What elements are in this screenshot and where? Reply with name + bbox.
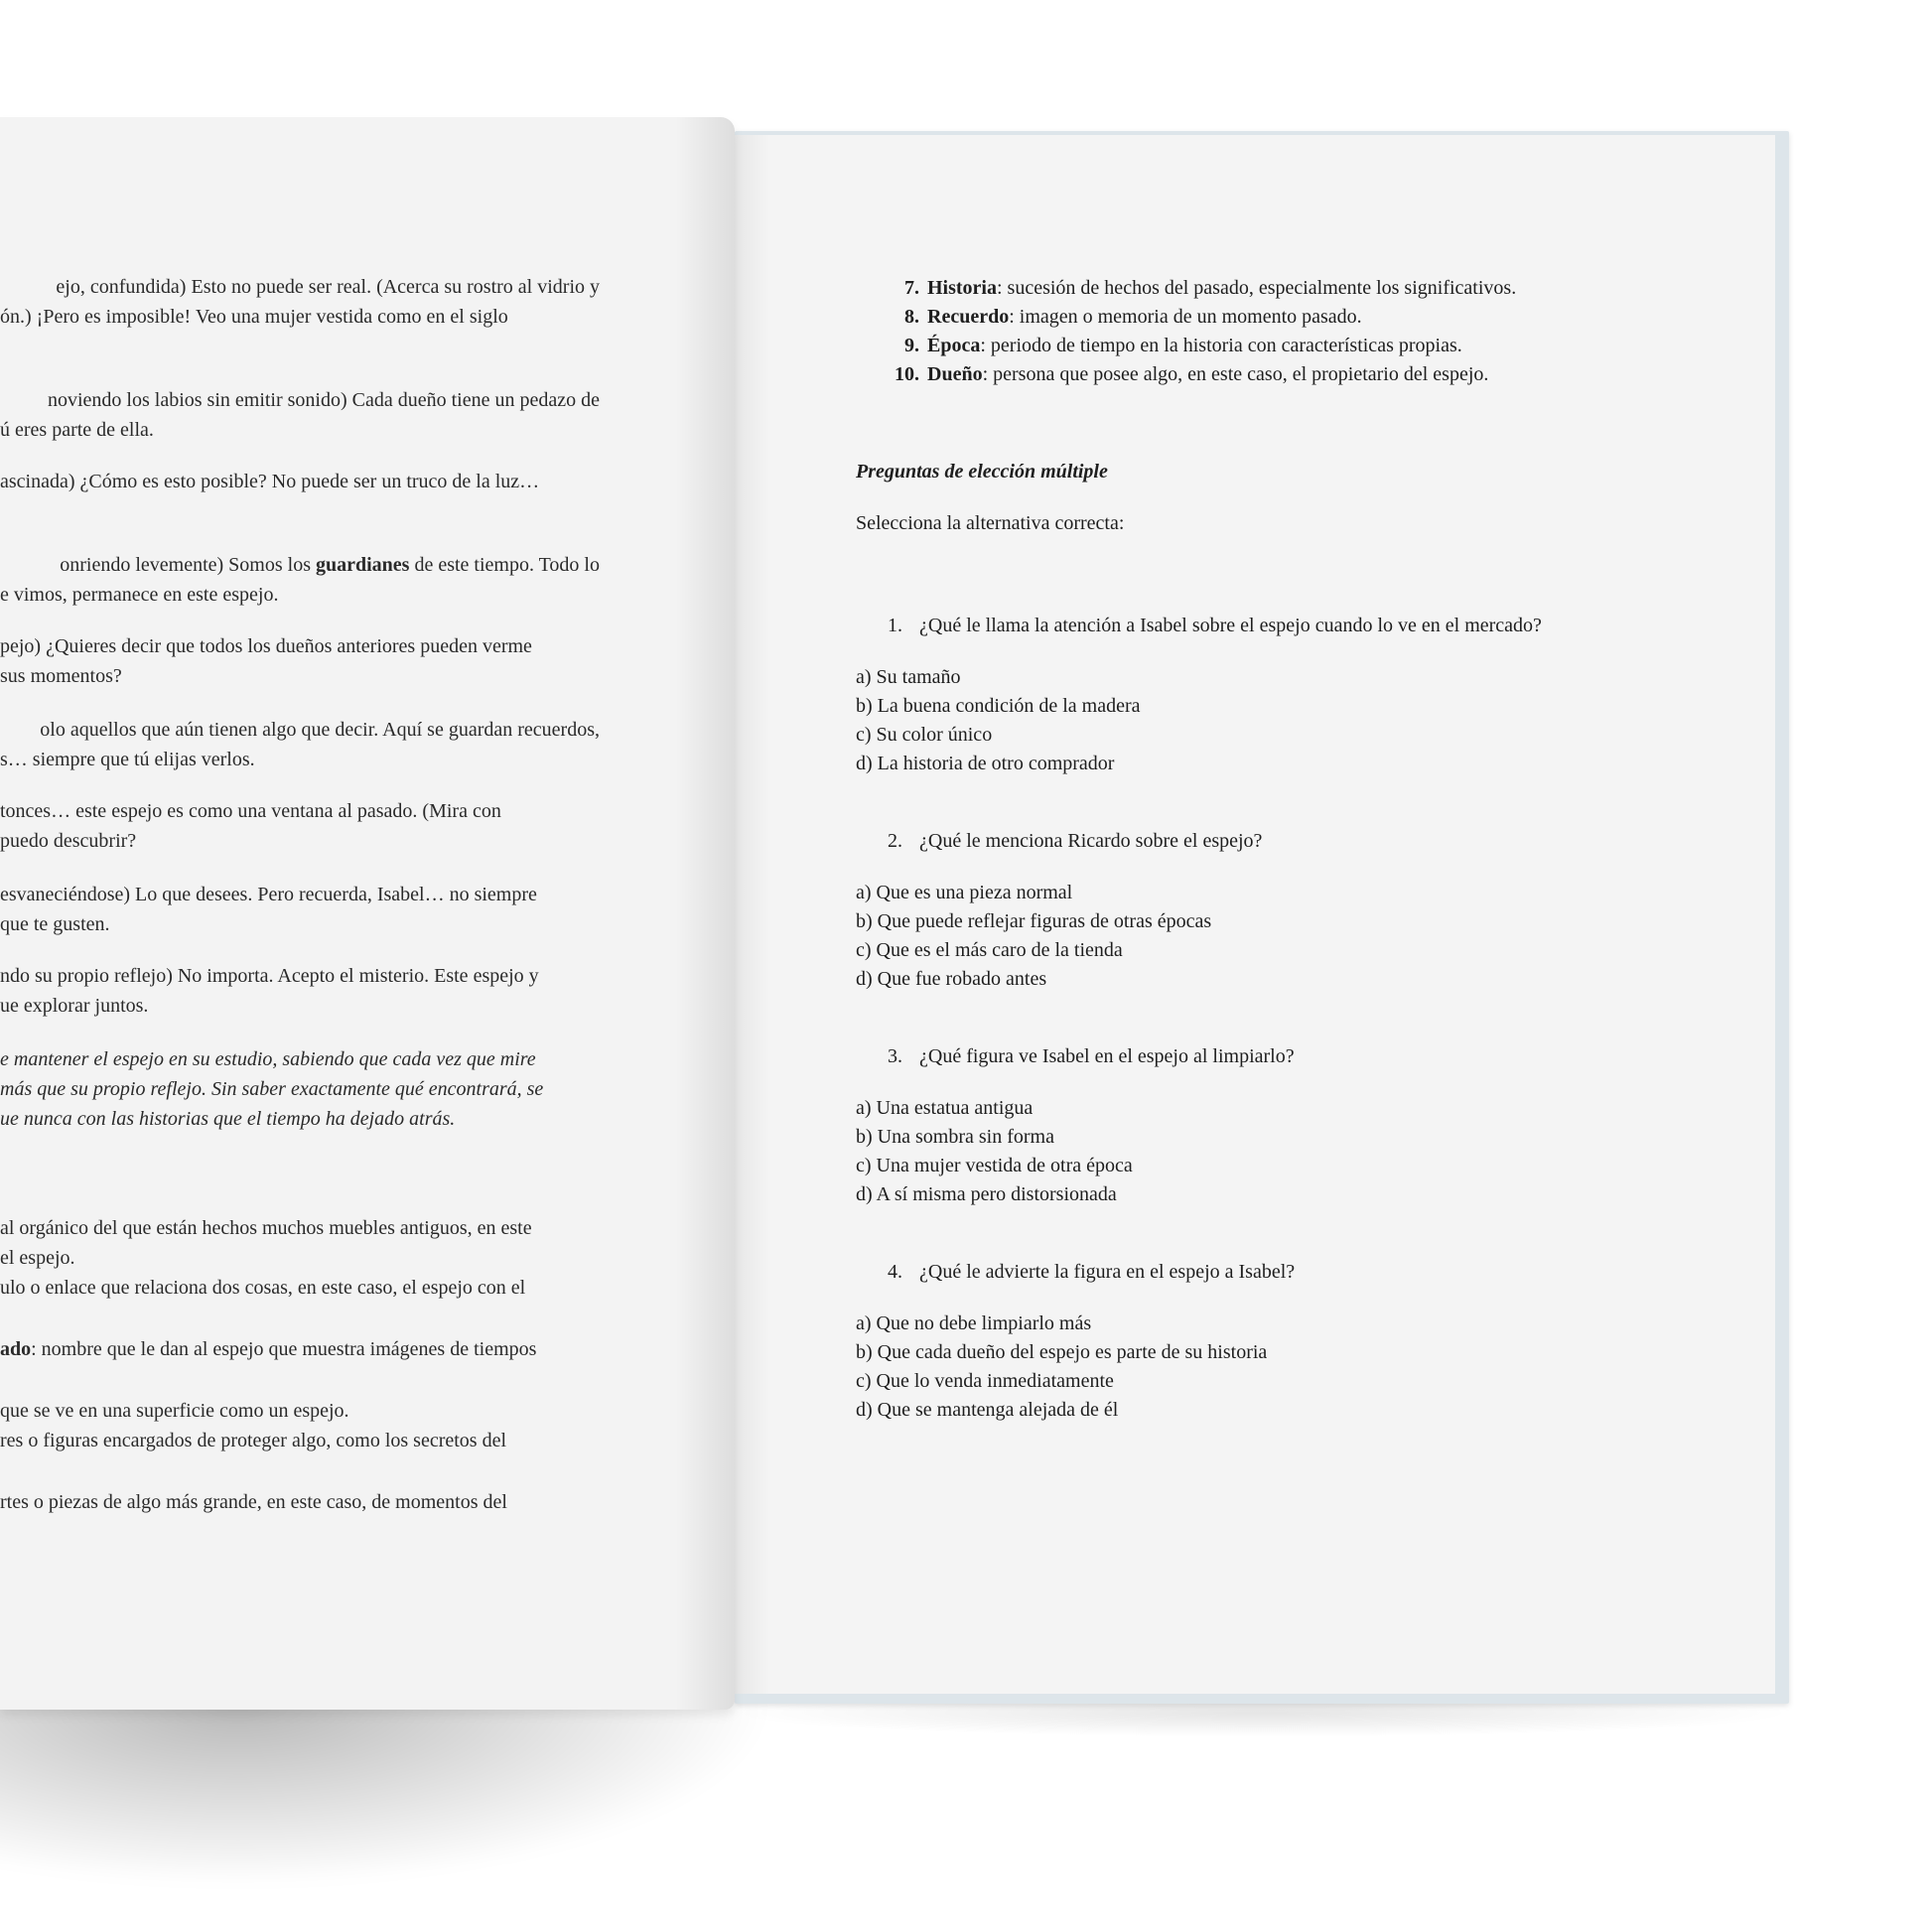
text-line: que se ve en una superficie como un espejo. [0, 1400, 349, 1422]
bold-term: guardianes [315, 554, 410, 576]
text-line: ón.) ¡Pero es imposible! Veo una mujer vestida como en el siglo [0, 306, 508, 328]
text-line: res o figuras encargados de proteger algo, como los secretos del [0, 1430, 507, 1451]
question-text: ¿Qué le llama la atención a Isabel sobre el espejo cuando lo ve en el mercado? [919, 615, 1542, 636]
options-3 [856, 1094, 1133, 1209]
option: d) A sí misma pero distorsionada [856, 1183, 1117, 1205]
italic-line: e mantener el espejo en su estudio, sabiendo que cada vez que mire [0, 1048, 536, 1070]
left-page [0, 117, 735, 1710]
option: b) Una sombra sin forma [856, 1126, 1054, 1148]
options-1 [856, 663, 1141, 778]
option: c) Que lo venda inmediatamente [856, 1370, 1114, 1392]
vocab-definition: : persona que posee algo, en este caso, el propietario del espejo. [982, 363, 1489, 385]
text-line: rtes o piezas de algo más grande, en este caso, de momentos del [0, 1491, 507, 1513]
text-line: el espejo. [0, 1247, 75, 1269]
vocab-term: Dueño [927, 363, 983, 385]
option: a) Una estatua antigua [856, 1097, 1034, 1119]
text-line: ulo o enlace que relaciona dos cosas, en este caso, el espejo con el [0, 1277, 526, 1299]
text-line: ascinada) ¿Cómo es esto posible? No puede ser un truco de la luz… [0, 471, 540, 492]
text-line: pejo) ¿Quieres decir que todos los dueños anteriores pueden verme [0, 635, 532, 657]
vocabulary-list [888, 274, 1516, 389]
vocab-item [888, 360, 1516, 389]
question-1 [888, 615, 1542, 637]
text-line: sus momentos? [0, 665, 122, 687]
question-number: 2. [888, 830, 902, 852]
vocab-item [888, 332, 1516, 360]
text-line: que te gusten. [0, 913, 110, 935]
text-line: puedo descubrir? [0, 830, 137, 852]
option: a) Su tamaño [856, 666, 961, 688]
vocab-number: 8. [904, 306, 919, 328]
instruction-text: Selecciona la alternativa correcta: [856, 512, 1125, 534]
option: b) Que puede reflejar figuras de otras épocas [856, 910, 1212, 932]
text-line: tonces… este espejo es como una ventana al pasado. (Mira con [0, 800, 501, 822]
vocab-term: Recuerdo [927, 306, 1010, 328]
question-number: 1. [888, 615, 902, 636]
option: b) La buena condición de la madera [856, 695, 1141, 717]
text-line: ue explorar juntos. [0, 995, 149, 1017]
option: d) La historia de otro comprador [856, 753, 1115, 774]
text-line: ejo, confundida) Esto no puede ser real. (Acerca su rostro al vidrio y [56, 276, 600, 298]
vocab-item [888, 303, 1516, 332]
option: b) Que cada dueño del espejo es parte de su historia [856, 1341, 1268, 1363]
options-2 [856, 879, 1211, 994]
text-line: olo aquellos que aún tienen algo que decir. Aquí se guardan recuerdos, [40, 719, 600, 741]
question-number: 4. [888, 1261, 902, 1283]
vocab-number: 10. [895, 363, 919, 385]
text-fragment: : nombre que le dan al espejo que muestra imágenes de tiempos [31, 1338, 537, 1360]
text-line: e vimos, permanece en este espejo. [0, 584, 279, 606]
vocab-definition: : periodo de tiempo en la historia con características propias. [980, 335, 1462, 356]
vocab-term: Historia [927, 277, 997, 299]
option: d) Que fue robado antes [856, 968, 1047, 990]
text-line: s… siempre que tú elijas verlos. [0, 749, 255, 770]
italic-line: más que su propio reflejo. Sin saber exactamente qué encontrará, se [0, 1078, 544, 1100]
question-3 [888, 1045, 1295, 1068]
text-fragment: de este tiempo. Todo lo [409, 554, 600, 576]
vocab-definition: : sucesión de hechos del pasado, especialmente los significativos. [997, 277, 1517, 299]
option: c) Su color único [856, 724, 993, 746]
vocab-definition: : imagen o memoria de un momento pasado. [1009, 306, 1362, 328]
vocab-term: Época [927, 335, 981, 356]
option: c) Una mujer vestida de otra época [856, 1155, 1133, 1176]
option: c) Que es el más caro de la tienda [856, 939, 1123, 961]
text-line [60, 552, 600, 578]
question-text: ¿Qué le advierte la figura en el espejo a Isabel? [919, 1261, 1296, 1283]
text-fragment: onriendo levemente) Somos los [60, 554, 316, 576]
text-line: noviendo los labios sin emitir sonido) Cada dueño tiene un pedazo de [48, 389, 600, 411]
question-text: ¿Qué le menciona Ricardo sobre el espejo? [919, 830, 1263, 852]
text-line: esvaneciéndose) Lo que desees. Pero recuerda, Isabel… no siempre [0, 884, 537, 905]
section-title: Preguntas de elección múltiple [856, 461, 1108, 483]
vocab-number: 7. [904, 277, 919, 299]
vocab-item [888, 274, 1516, 303]
text-line: ndo su propio reflejo) No importa. Acepto el misterio. Este espejo y [0, 965, 539, 987]
question-2 [888, 830, 1262, 853]
bold-term: ado [0, 1338, 32, 1360]
option: d) Que se mantenga alejada de él [856, 1399, 1119, 1421]
left-page-text [0, 117, 735, 1710]
text-line: ú eres parte de ella. [0, 419, 154, 441]
question-4 [888, 1261, 1295, 1284]
vocab-number: 9. [904, 335, 919, 356]
text-line: al orgánico del que están hechos muchos muebles antiguos, en este [0, 1217, 532, 1239]
text-line [0, 1336, 536, 1362]
options-4 [856, 1310, 1267, 1425]
option: a) Que es una pieza normal [856, 882, 1073, 903]
question-number: 3. [888, 1045, 902, 1067]
question-text: ¿Qué figura ve Isabel en el espejo al limpiarlo? [919, 1045, 1295, 1067]
italic-line: ue nunca con las historias que el tiempo ha dejado atrás. [0, 1108, 456, 1130]
option: a) Que no debe limpiarlo más [856, 1312, 1092, 1334]
